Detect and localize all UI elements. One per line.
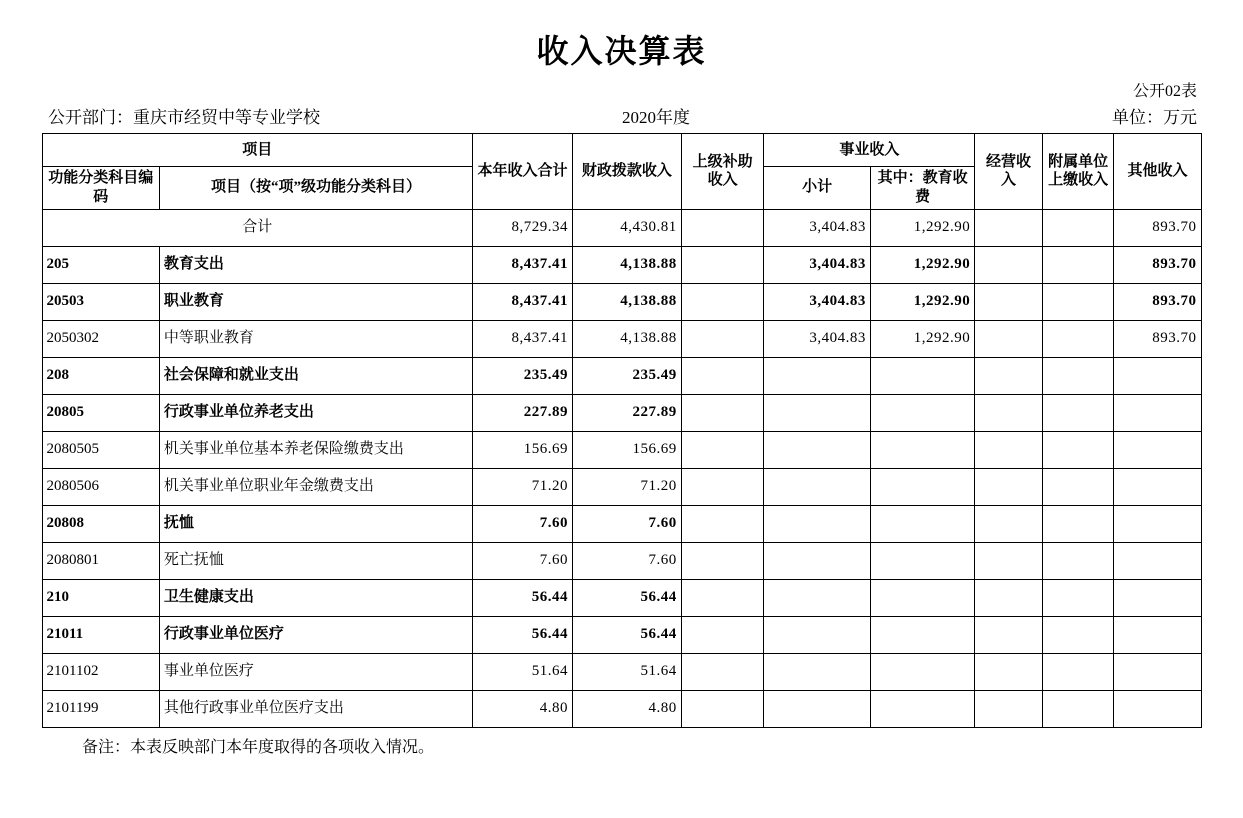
row-fiscal: 156.69 xyxy=(573,431,682,468)
row-business-sub: 3,404.83 xyxy=(764,320,871,357)
row-year-total: 156.69 xyxy=(473,431,573,468)
row-fiscal: 7.60 xyxy=(573,505,682,542)
row-name: 职业教育 xyxy=(159,283,472,320)
row-upper-subsidy xyxy=(681,320,764,357)
row-attached-up xyxy=(1042,431,1114,468)
total-other: 893.70 xyxy=(1114,209,1201,246)
row-operating xyxy=(975,542,1042,579)
row-year-total: 56.44 xyxy=(473,616,573,653)
table-row xyxy=(42,505,1201,542)
row-business-sub: 3,404.83 xyxy=(764,283,871,320)
row-fiscal: 51.64 xyxy=(573,653,682,690)
row-other: 893.70 xyxy=(1114,283,1201,320)
total-label: 合计 xyxy=(42,209,473,246)
row-code: 208 xyxy=(42,357,159,394)
row-name: 机关事业单位基本养老保险缴费支出 xyxy=(159,431,472,468)
row-upper-subsidy xyxy=(681,505,764,542)
header-business-income: 事业收入 xyxy=(764,134,975,167)
row-business-edu: 1,292.90 xyxy=(870,283,974,320)
row-other xyxy=(1114,431,1201,468)
row-business-sub xyxy=(764,616,871,653)
row-business-sub xyxy=(764,468,871,505)
row-other xyxy=(1114,505,1201,542)
row-operating xyxy=(975,394,1042,431)
table-body xyxy=(42,209,1201,727)
header-attached-up: 附属单位上缴收入 xyxy=(1042,134,1114,210)
row-operating xyxy=(975,320,1042,357)
table-row xyxy=(42,394,1201,431)
row-other xyxy=(1114,616,1201,653)
row-year-total: 4.80 xyxy=(473,690,573,727)
total-operating xyxy=(975,209,1042,246)
row-operating xyxy=(975,653,1042,690)
row-fiscal: 4,138.88 xyxy=(573,283,682,320)
row-business-sub xyxy=(764,394,871,431)
row-attached-up xyxy=(1042,283,1114,320)
table-row xyxy=(42,246,1201,283)
row-attached-up xyxy=(1042,653,1114,690)
row-operating xyxy=(975,690,1042,727)
row-upper-subsidy xyxy=(681,579,764,616)
row-business-sub xyxy=(764,431,871,468)
row-attached-up xyxy=(1042,357,1114,394)
header-business-sub: 小计 xyxy=(764,167,871,210)
row-upper-subsidy xyxy=(681,283,764,320)
row-business-sub xyxy=(764,357,871,394)
row-code: 21011 xyxy=(42,616,159,653)
row-other xyxy=(1114,468,1201,505)
row-upper-subsidy xyxy=(681,616,764,653)
header-business-edu: 其中：教育收费 xyxy=(870,167,974,210)
table-row xyxy=(42,616,1201,653)
sheet-code: 公开02表 xyxy=(1132,83,1197,100)
row-business-edu xyxy=(870,579,974,616)
header-fiscal: 财政拨款收入 xyxy=(573,134,682,210)
row-attached-up xyxy=(1042,542,1114,579)
row-name: 卫生健康支出 xyxy=(159,579,472,616)
row-name: 中等职业教育 xyxy=(159,320,472,357)
row-name: 其他行政事业单位医疗支出 xyxy=(159,690,472,727)
row-upper-subsidy xyxy=(681,690,764,727)
header-other: 其他收入 xyxy=(1114,134,1201,210)
header-operating: 经营收入 xyxy=(975,134,1042,210)
table-row xyxy=(42,283,1201,320)
row-business-sub xyxy=(764,653,871,690)
row-year-total: 51.64 xyxy=(473,653,573,690)
row-fiscal: 227.89 xyxy=(573,394,682,431)
row-year-total: 56.44 xyxy=(473,579,573,616)
total-business-sub: 3,404.83 xyxy=(764,209,871,246)
row-name: 死亡抚恤 xyxy=(159,542,472,579)
row-fiscal: 4,138.88 xyxy=(573,246,682,283)
header-upper-subsidy: 上级补助收入 xyxy=(681,134,764,210)
row-year-total: 8,437.41 xyxy=(473,320,573,357)
row-other xyxy=(1114,653,1201,690)
row-fiscal: 4.80 xyxy=(573,690,682,727)
total-fiscal: 4,430.81 xyxy=(573,209,682,246)
row-code: 2050302 xyxy=(42,320,159,357)
row-other xyxy=(1114,357,1201,394)
row-name: 抚恤 xyxy=(159,505,472,542)
row-other xyxy=(1114,690,1201,727)
header-item-name: 项目（按“项”级功能分类科目） xyxy=(159,167,472,210)
row-attached-up xyxy=(1042,394,1114,431)
row-operating xyxy=(975,616,1042,653)
row-operating xyxy=(975,468,1042,505)
row-business-edu xyxy=(870,542,974,579)
row-year-total: 227.89 xyxy=(473,394,573,431)
page-title: 收入决算表 xyxy=(536,33,707,69)
row-fiscal: 56.44 xyxy=(573,579,682,616)
row-upper-subsidy xyxy=(681,653,764,690)
row-code: 205 xyxy=(42,246,159,283)
row-code: 2080801 xyxy=(42,542,159,579)
table-row xyxy=(42,653,1201,690)
header-item-group: 项目 xyxy=(42,134,473,167)
table-row-total xyxy=(42,209,1201,246)
row-upper-subsidy xyxy=(681,542,764,579)
row-business-sub xyxy=(764,579,871,616)
row-operating xyxy=(975,505,1042,542)
row-operating xyxy=(975,283,1042,320)
row-year-total: 235.49 xyxy=(473,357,573,394)
row-code: 210 xyxy=(42,579,159,616)
row-fiscal: 4,138.88 xyxy=(573,320,682,357)
table-row xyxy=(42,468,1201,505)
row-business-edu xyxy=(870,468,974,505)
row-code: 20805 xyxy=(42,394,159,431)
row-business-sub xyxy=(764,505,871,542)
table-row xyxy=(42,579,1201,616)
row-name: 社会保障和就业支出 xyxy=(159,357,472,394)
row-attached-up xyxy=(1042,246,1114,283)
meta-row xyxy=(38,103,1205,128)
row-other xyxy=(1114,542,1201,579)
row-operating xyxy=(975,579,1042,616)
row-operating xyxy=(975,246,1042,283)
row-fiscal: 235.49 xyxy=(573,357,682,394)
row-upper-subsidy xyxy=(681,394,764,431)
row-year-total: 8,437.41 xyxy=(473,246,573,283)
table-row xyxy=(42,690,1201,727)
row-fiscal: 56.44 xyxy=(573,616,682,653)
row-business-edu xyxy=(870,394,974,431)
row-name: 事业单位医疗 xyxy=(159,653,472,690)
row-business-edu: 1,292.90 xyxy=(870,246,974,283)
row-attached-up xyxy=(1042,579,1114,616)
row-year-total: 7.60 xyxy=(473,542,573,579)
row-operating xyxy=(975,431,1042,468)
row-code: 2101199 xyxy=(42,690,159,727)
row-business-edu xyxy=(870,653,974,690)
row-attached-up xyxy=(1042,320,1114,357)
row-upper-subsidy xyxy=(681,431,764,468)
row-business-sub: 3,404.83 xyxy=(764,246,871,283)
row-business-sub xyxy=(764,690,871,727)
row-name: 教育支出 xyxy=(159,246,472,283)
header-row-1 xyxy=(42,134,1201,167)
row-name: 机关事业单位职业年金缴费支出 xyxy=(159,468,472,505)
row-fiscal: 71.20 xyxy=(573,468,682,505)
row-operating xyxy=(975,357,1042,394)
table-row xyxy=(42,542,1201,579)
row-upper-subsidy xyxy=(681,246,764,283)
row-attached-up xyxy=(1042,690,1114,727)
table-row xyxy=(42,357,1201,394)
row-business-edu xyxy=(870,505,974,542)
header-func-code: 功能分类科目编码 xyxy=(42,167,159,210)
row-attached-up xyxy=(1042,616,1114,653)
row-other: 893.70 xyxy=(1114,320,1201,357)
row-code: 20503 xyxy=(42,283,159,320)
total-year-total: 8,729.34 xyxy=(473,209,573,246)
row-business-edu xyxy=(870,616,974,653)
row-attached-up xyxy=(1042,468,1114,505)
row-upper-subsidy xyxy=(681,468,764,505)
row-other: 893.70 xyxy=(1114,246,1201,283)
row-business-edu: 1,292.90 xyxy=(870,320,974,357)
document-page xyxy=(0,26,1243,818)
row-year-total: 71.20 xyxy=(473,468,573,505)
row-code: 2080505 xyxy=(42,431,159,468)
total-attached-up xyxy=(1042,209,1114,246)
row-upper-subsidy xyxy=(681,357,764,394)
unit-label: 单位：万元 xyxy=(1112,108,1197,127)
income-settlement-table xyxy=(42,133,1202,728)
row-code: 2101102 xyxy=(42,653,159,690)
row-fiscal: 7.60 xyxy=(573,542,682,579)
total-upper-subsidy xyxy=(681,209,764,246)
row-business-sub xyxy=(764,542,871,579)
department-label: 公开部门：重庆市经贸中等专业学校 xyxy=(48,108,320,127)
table-row xyxy=(42,320,1201,357)
row-attached-up xyxy=(1042,505,1114,542)
row-code: 2080506 xyxy=(42,468,159,505)
row-other xyxy=(1114,579,1201,616)
total-business-edu: 1,292.90 xyxy=(870,209,974,246)
row-business-edu xyxy=(870,357,974,394)
row-other xyxy=(1114,394,1201,431)
row-name: 行政事业单位医疗 xyxy=(159,616,472,653)
fiscal-year: 2020年度 xyxy=(622,108,690,127)
row-name: 行政事业单位养老支出 xyxy=(159,394,472,431)
header-year-total: 本年收入合计 xyxy=(473,134,573,210)
row-year-total: 7.60 xyxy=(473,505,573,542)
table-note: 备注：本表反映部门本年度取得的各项收入情况。 xyxy=(82,738,435,756)
table-row xyxy=(42,431,1201,468)
table-header xyxy=(42,134,1201,210)
row-business-edu xyxy=(870,431,974,468)
row-code: 20808 xyxy=(42,505,159,542)
row-year-total: 8,437.41 xyxy=(473,283,573,320)
row-business-edu xyxy=(870,690,974,727)
